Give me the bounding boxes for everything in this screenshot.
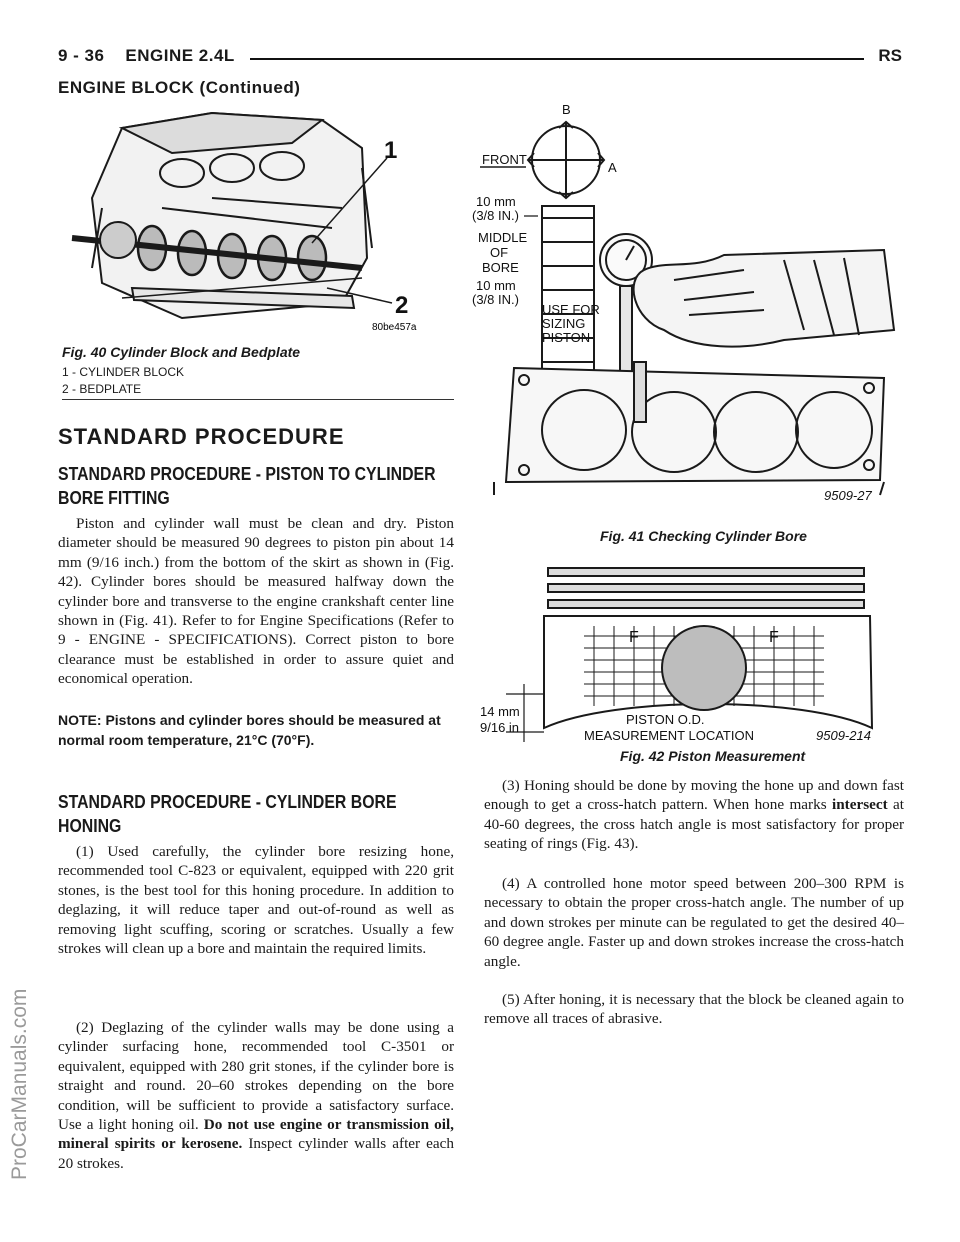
engine-title: ENGINE 2.4L xyxy=(125,46,235,65)
fig41-bore-gauge-illustration xyxy=(472,100,904,520)
proc2-step1: (1) Used carefully, the cylinder bore resizing hone, recommended tool C-823 or equivalent, equipped with 220 grit stones, is the best tool for this honing procedure. In addition to deglazing, it will reduce taper and out-of-round as well as removing light scuffing, scoring or scratches. Usually a few strokes will clean up a bore and maintain the required limits. xyxy=(58,843,454,958)
header-rule xyxy=(250,58,864,60)
proc2-step2-warning: Do not use engine or transmission oil, mineral spirits or kerosene. xyxy=(58,1116,454,1153)
proc2-heading: STANDARD PROCEDURE - CYLINDER BORE HONING xyxy=(58,792,397,836)
fig40-legend xyxy=(62,364,184,398)
fig41-code: 9509-27 xyxy=(824,488,872,503)
fig41-label-front: FRONT xyxy=(482,152,527,167)
fig40-code: 80be457a xyxy=(372,322,417,333)
fig41-label-middle: MIDDLE xyxy=(478,230,528,245)
proc1-body: Piston and cylinder wall must be clean and dry. Piston diameter should be measured 90 degrees to piston pin about 14 mm (9/16 inch.) from the bottom of the skirt as shown in (Fig. 42). Cylinder bores should be measured halfway down the cylinder bore and transverse to the engine crankshaft center line shown in (Fig. 41). Refer to for Engine Specifications (Refer to 9 - ENGINE - SPECIFICATIONS). Correct piston to bore clearance must be established in order to assure quiet and economical operation. xyxy=(58,515,454,688)
fig40-callout-1: 1 xyxy=(384,137,398,164)
fig42-caption: Fig. 42 Piston Measurement xyxy=(620,748,806,764)
fig42-piston-illustration xyxy=(480,556,904,746)
fig42-code: 9509-214 xyxy=(816,728,871,743)
proc2-step2-tail: Inspect cylinder walls after each 20 strokes. xyxy=(58,1135,454,1172)
fig41-label-bot-in: (3/8 IN.) xyxy=(472,292,519,307)
fig40-rule xyxy=(62,399,454,400)
fig41-label-top-mm: 10 mm xyxy=(476,194,516,209)
fig42-label-mm: 14 mm xyxy=(480,704,520,719)
proc2-step3-emphasis: intersect xyxy=(832,796,888,814)
fig42-label-inch: 9/16 in xyxy=(480,720,520,735)
section-heading: STANDARD PROCEDURE xyxy=(58,424,345,449)
proc2-step4: (4) A controlled hone motor speed between 200–300 RPM is necessary to obtain the proper cross-hatch angle. The number of up and down strokes per minute can be regulated to get the desired 40–60 degree angle. Faster up and down strokes increase the cross-hatch angle. xyxy=(484,875,904,970)
fig41-caption: Fig. 41 Checking Cylinder Bore xyxy=(600,528,807,544)
fig41-label-top-in: (3/8 IN.) xyxy=(472,208,519,223)
fig41-label-sizing: SIZING xyxy=(542,316,586,331)
page-header-title xyxy=(58,46,235,66)
vehicle-code: RS xyxy=(878,46,902,65)
fig40-legend-item: 1 - CYLINDER BLOCK xyxy=(62,365,185,379)
proc2-step3-text: (3) Honing should be done by moving the hone up and down fast enough to get a cross-hatch pattern. When hone marks xyxy=(484,777,904,814)
proc2-step3-tail: at 40-60 degrees, the cross hatch angle is most satisfactory for proper seating of rings (Fig. 43). xyxy=(484,796,904,853)
fig42-label-f-right: F xyxy=(769,629,779,646)
section-continued-title: ENGINE BLOCK (Continued) xyxy=(58,78,301,97)
fig41-label-bot-mm: 10 mm xyxy=(476,278,516,293)
proc2-step5: (5) After honing, it is necessary that the block be cleaned again to remove all traces of abrasive. xyxy=(484,991,904,1028)
fig41-label-bore: BORE xyxy=(482,260,519,275)
fig40-caption: Fig. 40 Cylinder Block and Bedplate xyxy=(62,344,301,360)
proc1-heading: STANDARD PROCEDURE - PISTON TO CYLINDER BORE FITTING xyxy=(58,464,436,508)
fig42-label-f-left: F xyxy=(629,629,639,646)
proc2-step2 xyxy=(58,1018,454,1173)
fig41-label-b: B xyxy=(562,102,571,117)
fig40-callout-2: 2 xyxy=(395,292,409,319)
fig41-label-a: A xyxy=(608,160,617,175)
fig40-cylinder-block-illustration xyxy=(62,108,454,344)
proc1-note: NOTE: Pistons and cylinder bores should be measured at normal room temperature, 21°C (70°F). xyxy=(58,712,441,748)
fig42-label-od: PISTON O.D. xyxy=(626,712,705,727)
proc2-step2-text: (2) Deglazing of the cylinder walls may be done using a cylinder surfacing hone, recommended tool C-3501 or equivalent, equipped with 280 grit stones, if the cylinder bore is straight and round. 20–60 strokes depending on the bore condition, will be sufficient to provide a satisfactory surface. Use a light honing oil. xyxy=(58,1019,454,1134)
fig41-label-of: OF xyxy=(490,245,509,260)
fig40-legend-item: 2 - BEDPLATE xyxy=(62,382,142,396)
fig41-label-use-for: USE FOR xyxy=(542,302,600,317)
watermark: ProCarManuals.com xyxy=(8,988,31,1180)
page-number: 9 - 36 xyxy=(58,46,105,65)
fig41-label-piston: PISTON xyxy=(542,330,591,345)
fig42-label-location: MEASUREMENT LOCATION xyxy=(584,728,754,743)
proc2-step3 xyxy=(484,776,904,854)
